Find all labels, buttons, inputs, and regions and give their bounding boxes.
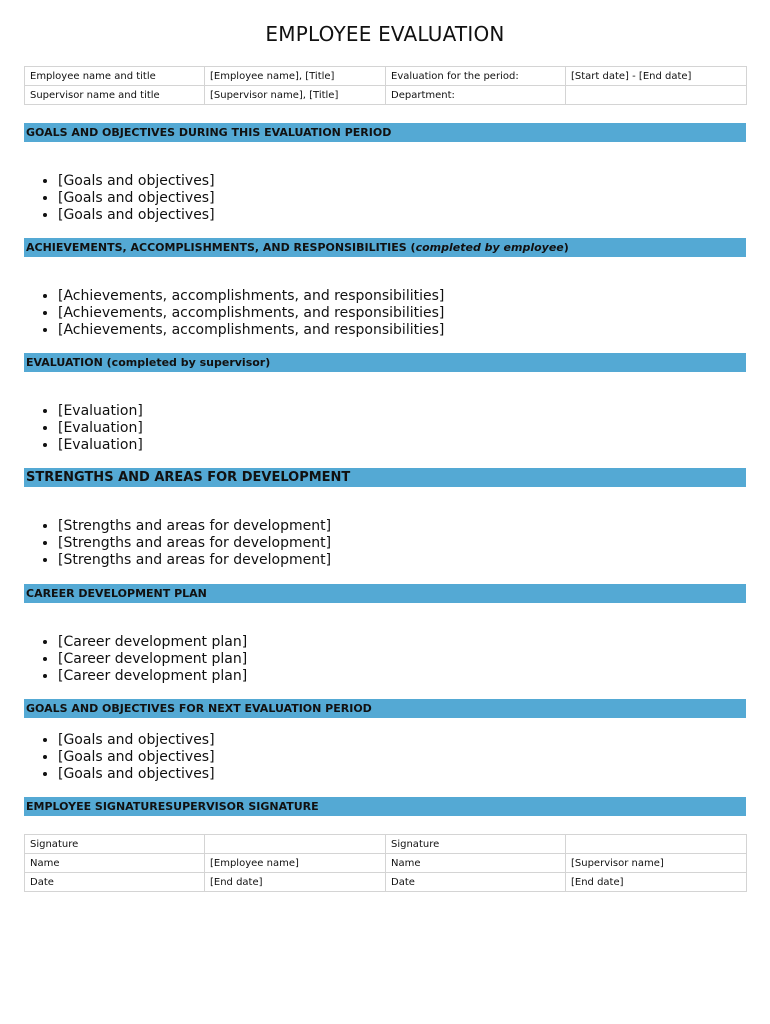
career-section-heading: CAREER DEVELOPMENT PLAN: [24, 584, 746, 603]
evaluation-list: [42, 403, 143, 454]
table-row: [25, 86, 747, 105]
evaluation-period-label: Evaluation for the period:: [386, 67, 566, 86]
list-item[interactable]: • [Strengths and areas for development]: [58, 552, 331, 569]
list-item[interactable]: • [Achievements, accomplishments, and responsibilities]: [58, 322, 444, 339]
employee-date-label: Date: [25, 873, 205, 892]
table-row: [25, 854, 747, 873]
supervisor-name-label: Supervisor name and title: [25, 86, 205, 105]
achievements-heading-text: ACHIEVEMENTS, ACCOMPLISHMENTS, AND RESPONSIBILITIES (: [26, 241, 416, 254]
supervisor-signature-label: Signature: [386, 835, 566, 854]
employee-signature-field[interactable]: [205, 835, 386, 854]
list-item[interactable]: • [Career development plan]: [58, 668, 247, 685]
list-item[interactable]: • [Goals and objectives]: [58, 732, 215, 749]
strengths-list: [42, 518, 331, 569]
employee-info-table: [24, 66, 747, 105]
career-list: [42, 634, 247, 685]
evaluation-period-value[interactable]: [Start date] - [End date]: [566, 67, 747, 86]
supervisor-name-sig-value[interactable]: [Supervisor name]: [566, 854, 747, 873]
list-item[interactable]: • [Strengths and areas for development]: [58, 535, 331, 552]
department-value[interactable]: [566, 86, 747, 105]
supervisor-name-sig-label: Name: [386, 854, 566, 873]
page-title: EMPLOYEE EVALUATION: [265, 22, 505, 46]
employee-date-value[interactable]: [End date]: [205, 873, 386, 892]
table-row: [25, 835, 747, 854]
next-goals-section-heading: GOALS AND OBJECTIVES FOR NEXT EVALUATION PERIOD: [24, 699, 746, 718]
goals-section-heading: GOALS AND OBJECTIVES DURING THIS EVALUATION PERIOD: [24, 123, 746, 142]
employee-signature-label: Signature: [25, 835, 205, 854]
achievements-heading-note: completed by employee: [415, 241, 564, 254]
list-item[interactable]: • [Achievements, accomplishments, and responsibilities]: [58, 305, 444, 322]
strengths-section-heading: STRENGTHS AND AREAS FOR DEVELOPMENT: [24, 468, 746, 487]
achievements-list: [42, 288, 444, 339]
table-row: [25, 873, 747, 892]
list-item[interactable]: • [Goals and objectives]: [58, 207, 215, 224]
employee-name-sig-value[interactable]: [Employee name]: [205, 854, 386, 873]
employee-name-sig-label: Name: [25, 854, 205, 873]
supervisor-date-value[interactable]: [End date]: [566, 873, 747, 892]
achievements-section-heading: [24, 238, 746, 257]
next-goals-list: [42, 732, 215, 783]
list-item[interactable]: • [Career development plan]: [58, 634, 247, 651]
list-item[interactable]: • [Strengths and areas for development]: [58, 518, 331, 535]
list-item[interactable]: • [Evaluation]: [58, 437, 143, 454]
evaluation-section-heading: EVALUATION (completed by supervisor): [24, 353, 746, 372]
department-label: Department:: [386, 86, 566, 105]
list-item[interactable]: • [Evaluation]: [58, 420, 143, 437]
table-row: [25, 67, 747, 86]
list-item[interactable]: • [Goals and objectives]: [58, 173, 215, 190]
list-item[interactable]: • [Goals and objectives]: [58, 766, 215, 783]
list-item[interactable]: • [Evaluation]: [58, 403, 143, 420]
supervisor-date-label: Date: [386, 873, 566, 892]
supervisor-signature-field[interactable]: [566, 835, 747, 854]
supervisor-name-value[interactable]: [Supervisor name], [Title]: [205, 86, 386, 105]
employee-name-label: Employee name and title: [25, 67, 205, 86]
signature-table: [24, 834, 747, 892]
signatures-section-heading: EMPLOYEE SIGNATURESUPERVISOR SIGNATURE: [24, 797, 746, 816]
list-item[interactable]: • [Achievements, accomplishments, and responsibilities]: [58, 288, 444, 305]
list-item[interactable]: • [Goals and objectives]: [58, 749, 215, 766]
achievements-heading-close: ): [563, 241, 569, 254]
list-item[interactable]: • [Goals and objectives]: [58, 190, 215, 207]
employee-name-value[interactable]: [Employee name], [Title]: [205, 67, 386, 86]
goals-list: [42, 173, 215, 224]
list-item[interactable]: • [Career development plan]: [58, 651, 247, 668]
